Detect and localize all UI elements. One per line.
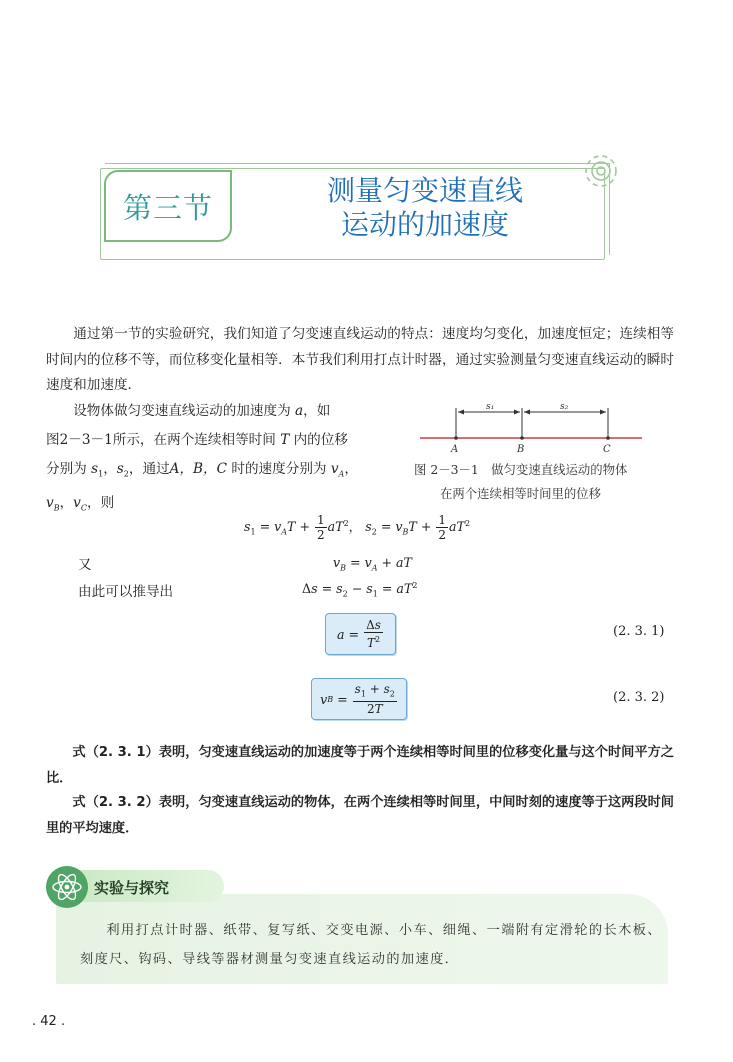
section-title [260, 174, 590, 242]
equation-delta-s: $\Delta s = s_2 - s_1 = aT^2$ [302, 581, 418, 599]
label-derive: 由此可以推导出 [78, 584, 174, 600]
conclusion-2: 式（2. 3. 2）表明，匀变速直线运动的物体，在两个连续相等时间里，中间时刻的速度等于这两段时间里的平均速度． [46, 795, 674, 836]
experiment-box [46, 866, 676, 986]
title-line-2: 运动的加速度 [340, 208, 509, 241]
point-b: B [517, 444, 525, 455]
title-line-1: 测量匀变速直线 [326, 174, 523, 207]
figure-2-3-1 [414, 398, 646, 508]
experiment-title: 实验与探究 [94, 879, 170, 897]
section-header [100, 148, 605, 260]
point-c: C [603, 444, 611, 455]
label-s1: s₁ [486, 402, 495, 412]
equation-number-1: (2. 3. 1) [613, 624, 665, 639]
experiment-text: 利用打点计时器、纸带、复写纸、交变电源、小车、细绳、一端附有定滑轮的长木板、刻度尺、钩码、导线等器材测量匀变速直线运动的加速度． [80, 923, 662, 967]
equation-vb: $v_B = v_A$ + aT [333, 555, 412, 573]
boxed-equation-acceleration: a = $\frac{\Delta s}{T^2}$ [325, 613, 396, 655]
equation-s1-s2: $s_1 = v_AT$ + $\frac{1}{2}$ $aT^2$， $s_2 = v_BT$ + $\frac{1}{2}$ $aT^2$ [244, 513, 471, 542]
atom-icon [46, 866, 88, 908]
label-s2: s₂ [560, 402, 569, 412]
conclusion-1: 式（2. 3. 1）表明，匀变速直线运动的加速度等于两个连续相等时间里的位移变化量与这个时间平方之比． [46, 745, 674, 786]
intro-paragraph: 通过第一节的实验研究，我们知道了匀变速直线运动的特点：速度均匀变化，加速度恒定；连续相等时间内的位移不等，而位移变化量相等．本节我们利用打点计时器，通过实验测量匀变速直线运动的瞬时速度和加速度． [46, 326, 674, 393]
figure-caption-2: 在两个连续相等时间里的位移 [440, 486, 602, 501]
page-number: . 42 . [32, 1014, 66, 1029]
displacement-diagram [420, 398, 646, 458]
label-also: 又 [78, 557, 92, 573]
equation-number-2: (2. 3. 2) [613, 690, 665, 705]
point-a: A [451, 444, 459, 455]
section-number: 第三节 [104, 170, 232, 242]
boxed-equation-vb: v B = $\frac{s_1 + s_2}{2T}$ [311, 678, 407, 720]
setup-paragraph: 设物体做匀变速直线运动的加速度为 a，如 图2－3－1所示，在两个连续相等时间 T 内的位移 分别为 $s_1$，$s_2$，通过A，B，C 时的速度分别为 $v_A$， $v_B$，$v_C$，则 [46, 403, 358, 513]
figure-caption-1: 图 2－3－1 做匀变速直线运动的物体 [414, 462, 628, 477]
